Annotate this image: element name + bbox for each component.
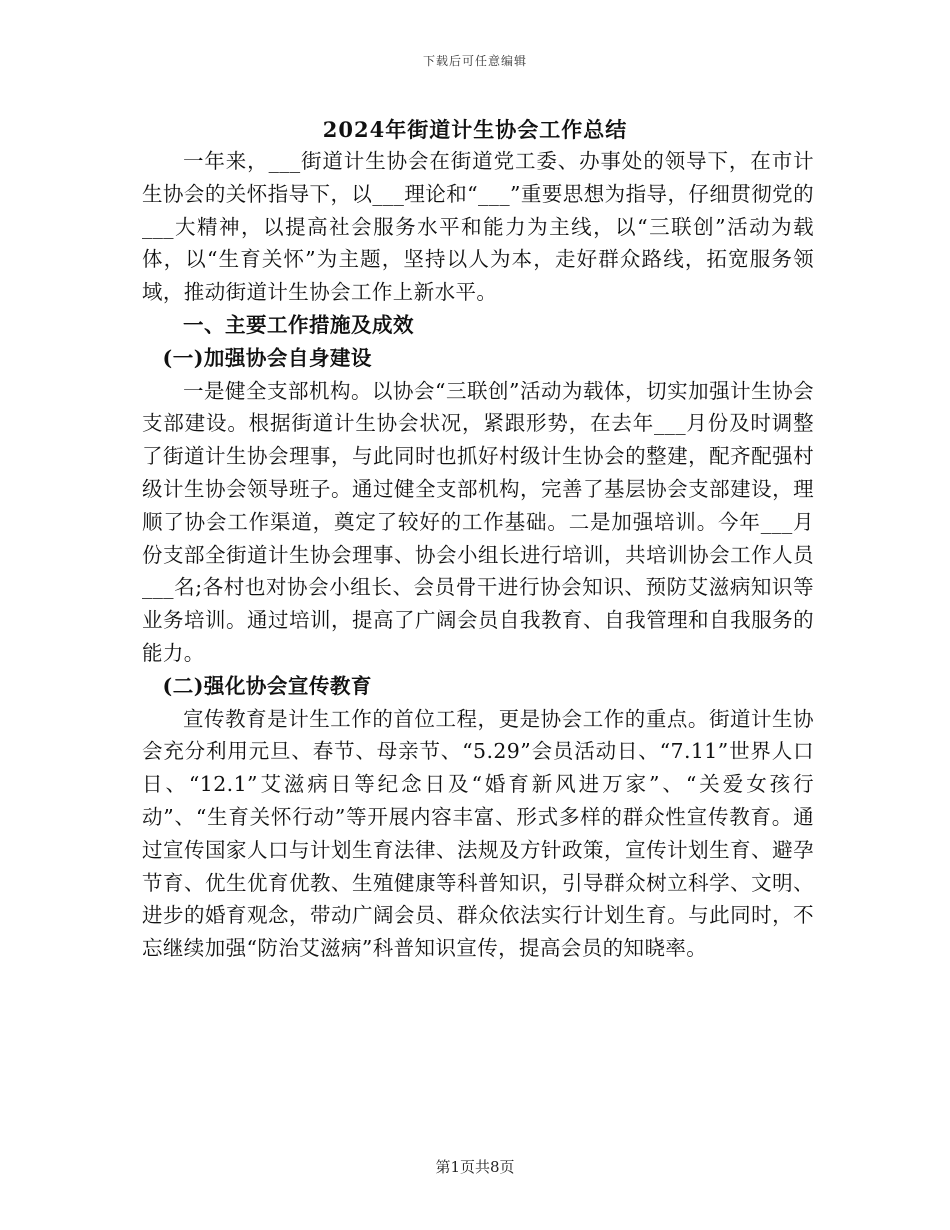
document-title: 2024年街道计生协会工作总结 [322,117,628,142]
document-body [142,145,814,965]
page-footer: 第1页共8页 [435,1158,515,1176]
subsection-heading-self-building: (一)加强协会自身建设 [162,345,372,370]
section-heading-main-measures: 一、主要工作措施及成效 [183,312,414,337]
publicity-paragraph: 宣传教育是计生工作的首位工程，更是协会工作的重点。街道计生协会充分利用元旦、春节、母亲节、“5.29”会员活动日、“7.11”世界人口日、“12.1”艾滋病日等纪念日及“婚育新风进万家”、“关爱女孩行动”、“生育关怀行动”等开展内容丰富、形式多样的群众性宣传教育。通过宣传国家人口与计划生育法律、法规及方针政策，宣传计划生育、避孕节育、优生优育优教、生殖健康等科普知识，引导群众树立科学、文明、进步的婚育观念，带动广阔会员、群众依法实行计划生育。与此同时，不忘继续加强“防治艾滋病”科普知识宣传，提高会员的知晓率。 [142,706,814,961]
header-note: 下载后可任意编辑 [422,54,527,68]
intro-paragraph: 一年来，___街道计生协会在街道党工委、办事处的领导下，在市计生协会的关怀指导下，以___理论和“___”重要思想为指导，仔细贯彻党的___大精神，以提高社会服务水平和能力为主线，以“三联创”活动为载体，以“生育关怀”为主题，坚持以人为本，走好群众路线，拓宽服务领域，推动街道计生协会工作上新水平。 [142,149,814,305]
subsection-heading-publicity: (二)强化协会宣传教育 [162,673,372,698]
self-building-paragraph: 一是健全支部机构。以协会“三联创”活动为载体，切实加强计生协会支部建设。根据街道计生协会状况，紧跟形势，在去年___月份及时调整了街道计生协会理事，与此同时也抓好村级计生协会的整建，配齐配强村级计生协会领导班子。通过健全支部机构，完善了基层协会支部建设，理顺了协会工作渠道，奠定了较好的工作基础。二是加强培训。今年___月份支部全街道计生协会理事、协会小组长进行培训，共培训协会工作人员___名;各村也对协会小组长、会员骨干进行协会知识、预防艾滋病知识等业务培训。通过培训，提高了广阔会员自我教育、自我管理和自我服务的能力。 [142,378,814,665]
